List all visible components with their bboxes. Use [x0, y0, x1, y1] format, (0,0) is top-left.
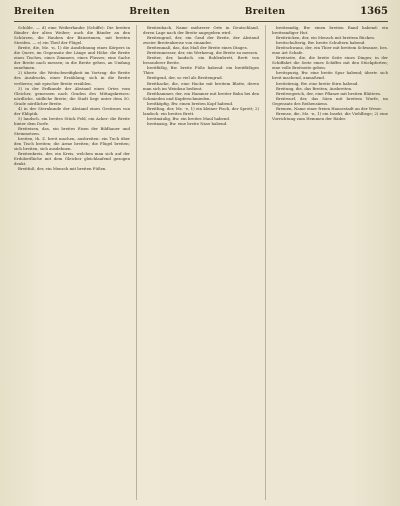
entry-paragraph: Breitenmesser, der, ein Werkzeug, die Breite zu messen.	[147, 50, 259, 56]
entry-paragraph: Breitseite, die, die breite Seite eines Dinges; in der Schiffahrt die Seite eines Schiffes mit den Stückpforten; eine volle Breitseite geben.	[272, 55, 388, 71]
entry-paragraph: Breitfuß, der, ein Mensch mit breiten Füßen.	[18, 166, 107, 172]
entry-paragraph: Breitrücken, der, ein Mensch mit breitem Rücken.	[276, 35, 376, 41]
entry-paragraph: Breitwurf, der, das Säen mit breitem Wurfe, im Gegensatz des Reihensäens.	[272, 95, 388, 106]
entry-paragraph: Breitenkreis, der, ein Kreis, welchen man sich auf der Erdoberfläche mit dem Gleicher gleichlaufend gezogen denkt.	[14, 151, 130, 167]
column-1	[14, 25, 130, 500]
entry-paragraph: Bremse, die, Mz. -n, 1) ein Insekt, die Viehfliege; 2) eine Vorrichtung zum Hemmen der Räder.	[272, 110, 388, 121]
entry-paragraph: Breitengrad, der, ein Grad der Breite, der Abstand zweier Breitenkreise von einander.	[143, 35, 259, 46]
entry-paragraph: Breitling, der, Mz. -e, 1) ein kleiner Fisch, der Sprott; 2) landsch. ein breites Brett.	[143, 105, 259, 116]
entry-paragraph: Breithacke, die, eine Hacke mit breitem Blatte, deren man sich im Weinbau bedient.	[143, 80, 259, 91]
entry-paragraph: 5) landsch. ein breites Stück Feld, ein Acker: die Breite hinter dem Dorfe.	[14, 115, 130, 126]
header-rule	[14, 21, 388, 22]
entry-paragraph: breitrandig, Bw. einen breiten Rand habend: ein breitrandiger Hut.	[272, 25, 388, 36]
entry-paragraph: 2) übertr. die Weitschweifigkeit im Vortrag: die Breite des Ausdrucks, einer Erzählung; sich in die Breite verlieren; mit epischer Breite erzählen.	[14, 70, 130, 86]
entry-paragraph: breiten, th. Z. breit machen, ausbreiten: ein Tuch über den Tisch breiten; die Arme breiten; die Flügel breiten; sich breiten, sich ausdehnen.	[14, 136, 130, 152]
entry-paragraph: Breite, die, Mz. -n, 1) die Ausdehnung eines Körpers in die Quere, im Gegensatz der Länge und Höhe: die Breite eines Tisches, eines Zimmers, eines Flusses; eine Sache der Breite nach messen; in die Breite gehen, an Umfang zunehmen.	[14, 45, 130, 71]
entry-paragraph: Breitung, die, das Breiten, Ausbreiten.	[276, 85, 353, 91]
entry-paragraph: breitschulterig, Bw. breite Schultern habend.	[276, 40, 366, 46]
column-3	[272, 25, 388, 500]
text-columns	[14, 25, 388, 500]
entry-paragraph: 3) in der Erdkunde der Abstand eines Ortes vom Gleicher, gemessen nach Graden des Mittagskreises: nördliche, südliche Breite; die Stadt liegt unter dem 50. Grade nördlicher Breite.	[14, 85, 130, 106]
entry-paragraph: breitspurig, Bw. eine breite Spur habend; übertr. sich breit machend, anmaßend.	[272, 70, 388, 81]
column-divider	[136, 25, 137, 500]
entry-paragraph: Breitenbach, Name mehrerer Orte in Deutschland, deren Lage nach der Breite angegeben wird.	[143, 25, 259, 36]
entry-paragraph: Bremen, Name einer freien Hansestadt an der Weser.	[276, 105, 382, 111]
entry-paragraph: 4) in der Sternkunde der Abstand eines Gestirnes von der Ekliptik.	[14, 105, 130, 116]
header-center-word: Breiten	[129, 7, 171, 17]
entry-paragraph: breitmäulig, Bw. ein breites Maul habend.	[147, 115, 231, 121]
entry-paragraph: Breithammer, der, ein Hammer mit breiter Bahn bei den Schmieden und Kupferschmieden.	[143, 90, 259, 101]
running-header	[14, 6, 388, 20]
entry-paragraph: Schilde. — d) eine Weiberhaube (Schiffe): Die breiten Bänder der alten Weiber; auch die Bänder an den Schürzen, die Hauben der Bäuerinnen, mit breiten Streifen. — e) ein Theil der Flügel.	[14, 25, 130, 46]
header-left-word: Breiten	[14, 7, 55, 17]
entry-paragraph: breitstirnig, Bw. eine breite Stirn habend.	[276, 80, 359, 86]
column-divider	[265, 25, 266, 500]
entry-paragraph: Breitgrad, der, so viel als Breitengrad.	[147, 75, 223, 81]
entry-paragraph: Breitwegerich, der, eine Pflanze mit breiten Blättern.	[276, 90, 382, 96]
entry-paragraph: Breitenmaß, das, das Maß der Breite eines Dinges.	[147, 45, 248, 51]
entry-paragraph: Breitschwanz, der, ein Thier mit breitem Schwanze, bes. eine Art Schafe.	[272, 45, 388, 56]
entry-paragraph: Breiteisen, das, ein breites Eisen der Bildhauer und Steinmetzen.	[14, 125, 130, 136]
entry-paragraph: Breiter, der, landsch. ein Bohlenbrett, Brett von besonderer Breite.	[143, 55, 259, 66]
entry-paragraph: breitfüßig, Bw. breite Füße habend: ein breitfüßiges Thier.	[143, 65, 259, 76]
entry-paragraph: breitnasig, Bw. eine breite Nase habend.	[147, 120, 228, 126]
header-right-word: Breiten	[244, 7, 286, 17]
page-number: 1365	[360, 6, 388, 17]
column-2	[143, 25, 259, 500]
entry-paragraph: breitköpfig, Bw. einen breiten Kopf habend.	[147, 100, 234, 106]
